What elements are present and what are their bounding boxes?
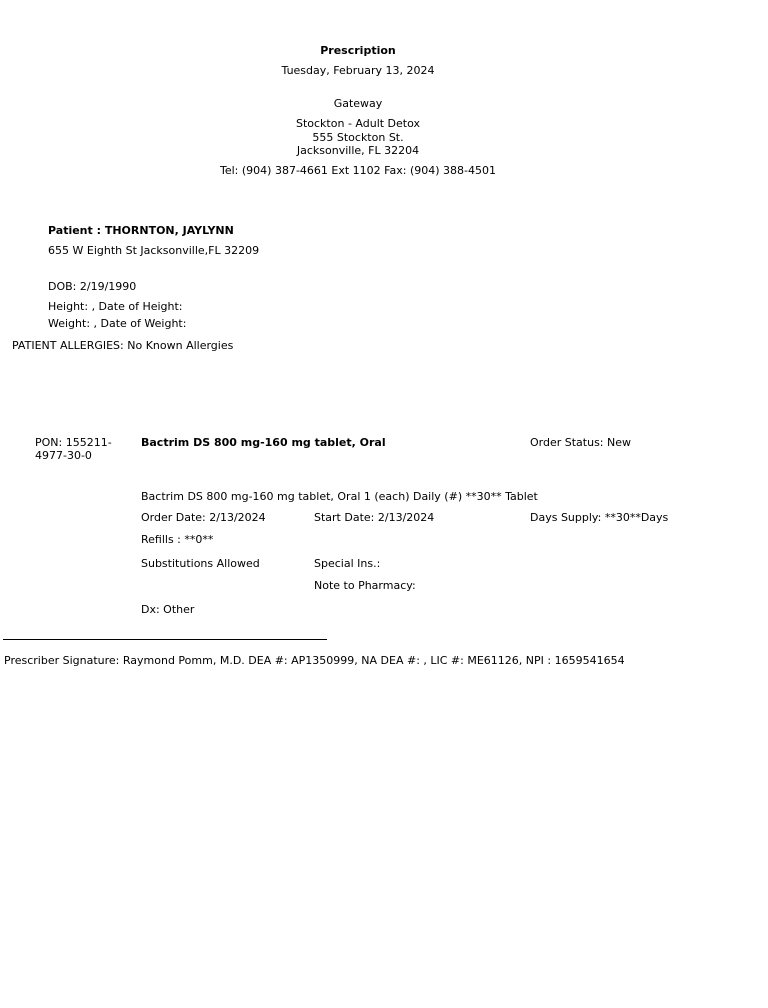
signature-line — [3, 639, 327, 640]
organization-name: Gateway — [333, 97, 383, 110]
drug-title: Bactrim DS 800 mg-160 mg tablet, Oral — [141, 436, 386, 449]
substitutions: Substitutions Allowed — [141, 557, 260, 570]
patient-allergies: PATIENT ALLERGIES: No Known Allergies — [12, 339, 234, 352]
order-date: Order Date: 2/13/2024 — [141, 511, 266, 524]
refills: Refills : **0** — [141, 533, 214, 546]
diagnosis: Dx: Other — [141, 603, 195, 616]
patient-dob: DOB: 2/19/1990 — [48, 280, 137, 293]
order-status: Order Status: New — [530, 436, 632, 449]
days-supply: Days Supply: **30**Days — [530, 511, 669, 524]
prescriber-signature: Prescriber Signature: Raymond Pomm, M.D. DEA #: AP1350999, NA DEA #: , LIC #: ME61126, NPI : 1659541654 — [4, 654, 625, 667]
facility-phone-fax: Tel: (904) 387-4661 Ext 1102 Fax: (904) 388-4501 — [220, 164, 496, 177]
facility-name: Stockton - Adult Detox — [295, 117, 421, 130]
document-title: Prescription — [320, 44, 396, 57]
document-date: Tuesday, February 13, 2024 — [281, 64, 435, 77]
facility-street: 555 Stockton St. — [312, 131, 404, 144]
patient-name: Patient : THORNTON, JAYLYNN — [48, 224, 234, 237]
patient-weight: Weight: , Date of Weight: — [48, 317, 187, 330]
order-pon: PON: 155211-4977-30-0 — [35, 436, 112, 462]
special-instructions: Special Ins.: — [314, 557, 381, 570]
patient-height: Height: , Date of Height: — [48, 300, 183, 313]
order-sig: Bactrim DS 800 mg-160 mg tablet, Oral 1 (each) Daily (#) **30** Tablet — [141, 490, 538, 503]
patient-address: 655 W Eighth St Jacksonville,FL 32209 — [48, 244, 260, 257]
note-to-pharmacy: Note to Pharmacy: — [314, 579, 416, 592]
start-date: Start Date: 2/13/2024 — [314, 511, 435, 524]
facility-city: Jacksonville, FL 32204 — [296, 144, 420, 157]
